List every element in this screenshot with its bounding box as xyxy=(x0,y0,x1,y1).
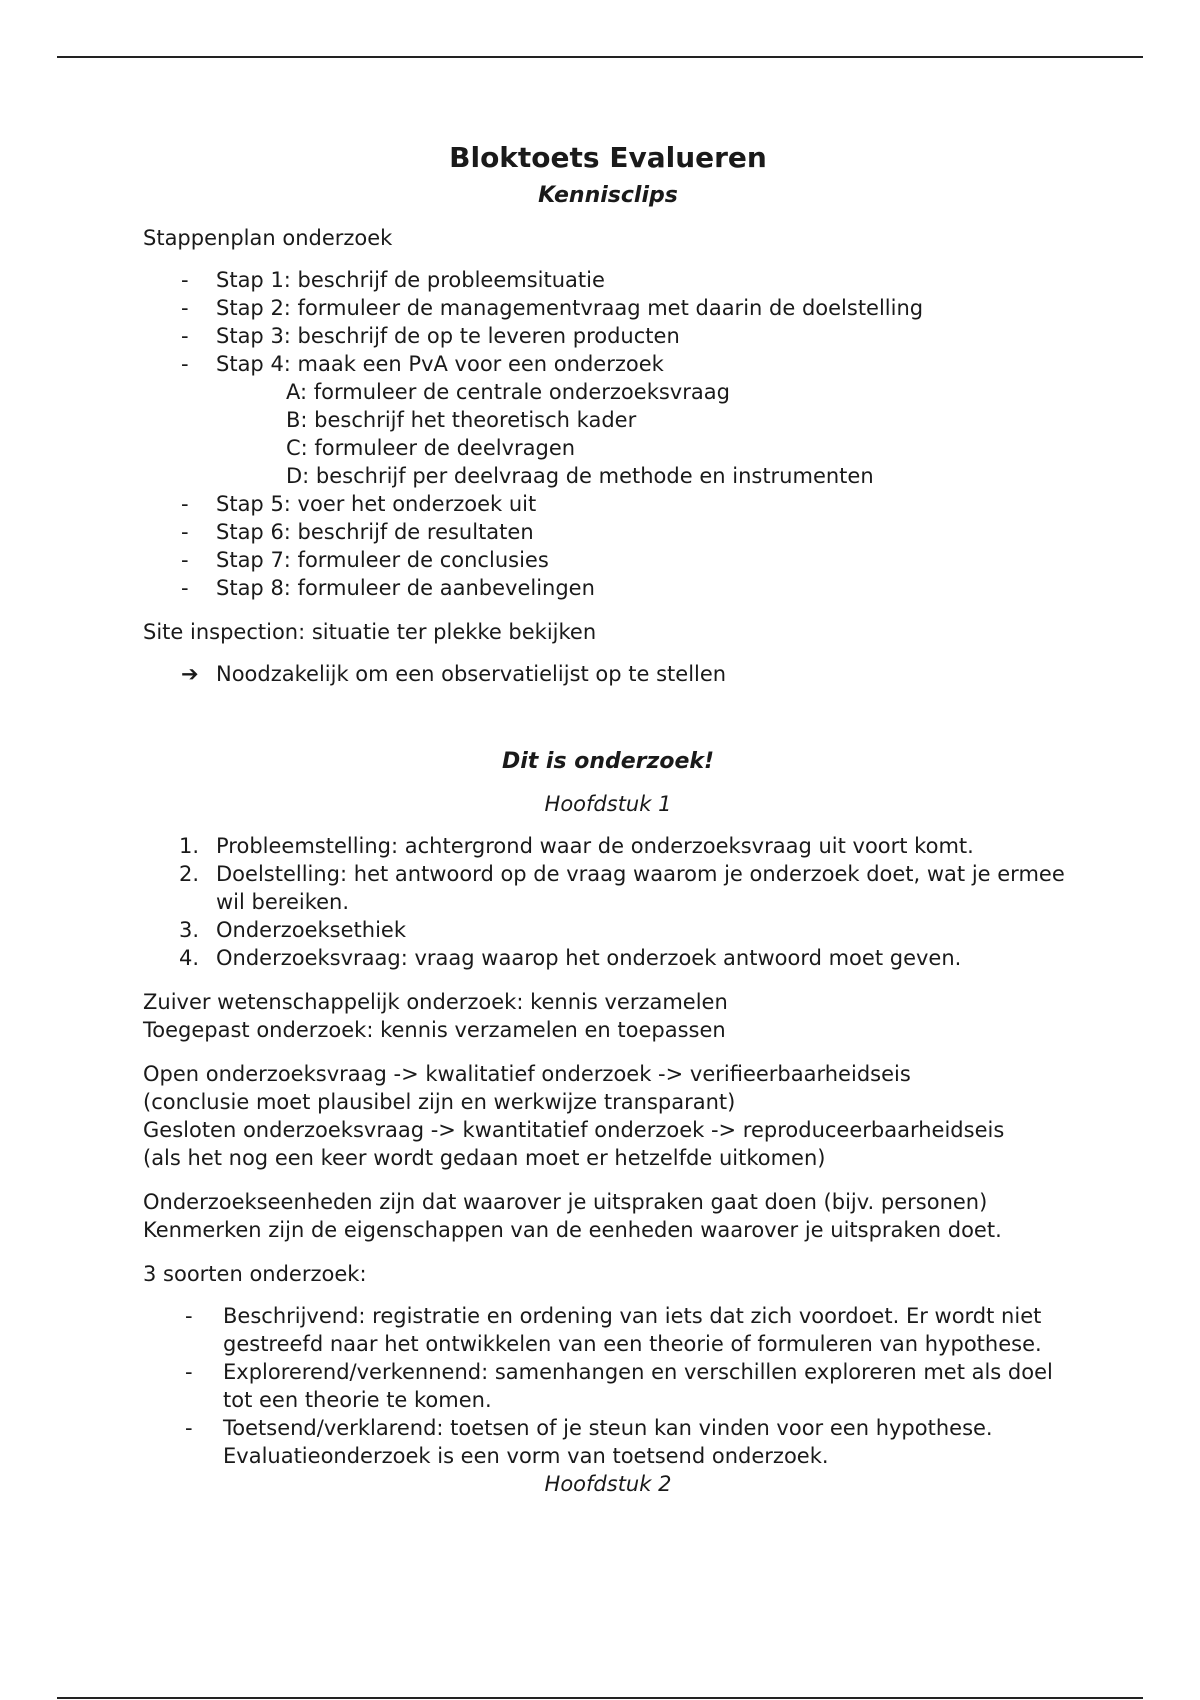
units-paragraph xyxy=(143,1188,1073,1244)
list-number: 3. xyxy=(179,918,200,942)
list-item: - Stap 1: beschrijf de probleemsituatie xyxy=(143,266,1073,294)
list-item xyxy=(143,860,1073,916)
list-number: 2. xyxy=(179,862,200,886)
list-item: - Stap 8: formuleer de aanbevelingen xyxy=(143,574,1073,602)
substep-item: B: beschrijf het theoretisch kader xyxy=(286,408,637,432)
list-item: - Toetsend/verklarend: toetsen of je steun kan vinden voor een hypothese. Evaluatieonderzoek is een vorm van toetsend onderzoek. xyxy=(143,1414,1073,1470)
steps-intro: Stappenplan onderzoek xyxy=(143,226,393,250)
list-item: - Stap 6: beschrijf de resultaten xyxy=(143,518,1073,546)
bottom-rule xyxy=(57,1697,1143,1699)
list-item: - Stap 4: maak een PvA voor een onderzoek xyxy=(143,350,1073,378)
arrow-note xyxy=(143,660,1073,688)
list-item: - Stap 5: voer het onderzoek uit xyxy=(143,490,1073,518)
research-kinds-paragraph xyxy=(143,988,1073,1044)
numbered-list xyxy=(143,832,1073,972)
top-rule xyxy=(57,56,1143,58)
list-item xyxy=(143,944,1073,972)
list-item xyxy=(143,916,1073,944)
text-line: Onderzoekseenheden zijn dat waarover je uitspraken gaat doen (bijv. personen) xyxy=(143,1190,988,1214)
list-item xyxy=(143,832,1073,860)
text-line: Gesloten onderzoeksvraag -> kwantitatief onderzoek -> reproduceerbaarheidseis xyxy=(143,1118,1005,1142)
arrow-note-text: Noodzakelijk om een observatielijst op te stellen xyxy=(216,662,727,686)
text-line: (conclusie moet plausibel zijn en werkwijze transparant) xyxy=(143,1090,736,1114)
substep-item: A: formuleer de centrale onderzoeksvraag xyxy=(286,380,730,404)
text-line: (als het nog een keer wordt gedaan moet er hetzelfde uitkomen) xyxy=(143,1146,826,1170)
list-number: 4. xyxy=(179,946,200,970)
types-list xyxy=(143,1302,1073,1470)
site-inspection-text: Site inspection: situatie ter plekke bekijken xyxy=(143,620,597,644)
list-item-text: Onderzoeksethiek xyxy=(216,918,406,942)
list-item-text: Doelstelling: het antwoord op de vraag waarom je onderzoek doet, wat je ermee wil bereiken. xyxy=(216,862,1065,914)
types-intro: 3 soorten onderzoek: xyxy=(143,1262,367,1286)
section-heading-onderzoek: Dit is onderzoek! xyxy=(501,749,715,774)
document-title: Bloktoets Evalueren xyxy=(449,141,767,174)
list-item: - Stap 7: formuleer de conclusies xyxy=(143,546,1073,574)
arrow-right-icon: ➔ xyxy=(181,662,199,686)
text-line: Toegepast onderzoek: kennis verzamelen en toepassen xyxy=(143,1018,726,1042)
research-question-paragraph xyxy=(143,1060,1073,1172)
list-item: - Beschrijvend: registratie en ordening van iets dat zich voordoet. Er wordt niet gestreefd naar het ontwikkelen van een theorie of formuleren van hypothese. xyxy=(143,1302,1073,1358)
list-item: - Explorerend/verkennend: samenhangen en verschillen exploreren met als doel tot een theorie te komen. xyxy=(143,1358,1073,1414)
list-item: - Stap 3: beschrijf de op te leveren producten xyxy=(143,322,1073,350)
list-item-text: Probleemstelling: achtergrond waar de onderzoeksvraag uit voort komt. xyxy=(216,834,974,858)
list-number: 1. xyxy=(179,834,200,858)
section-heading-kennisclips: Kennisclips xyxy=(538,183,678,208)
list-item: - Stap 2: formuleer de managementvraag met daarin de doelstelling xyxy=(143,294,1073,322)
text-line: Zuiver wetenschappelijk onderzoek: kennis verzamelen xyxy=(143,990,728,1014)
steps-list xyxy=(143,266,1073,602)
chapter-heading-1: Hoofdstuk 1 xyxy=(544,792,672,816)
chapter-heading-2: Hoofdstuk 2 xyxy=(544,1472,672,1496)
substep-item: C: formuleer de deelvragen xyxy=(286,436,576,460)
text-line: Open onderzoeksvraag -> kwalitatief onderzoek -> verifieerbaarheidseis xyxy=(143,1062,911,1086)
list-item-text: Onderzoeksvraag: vraag waarop het onderzoek antwoord moet geven. xyxy=(216,946,962,970)
substep-item: D: beschrijf per deelvraag de methode en instrumenten xyxy=(286,464,874,488)
document-body xyxy=(143,140,1073,1498)
text-line: Kenmerken zijn de eigenschappen van de eenheden waarover je uitspraken doet. xyxy=(143,1218,1002,1242)
